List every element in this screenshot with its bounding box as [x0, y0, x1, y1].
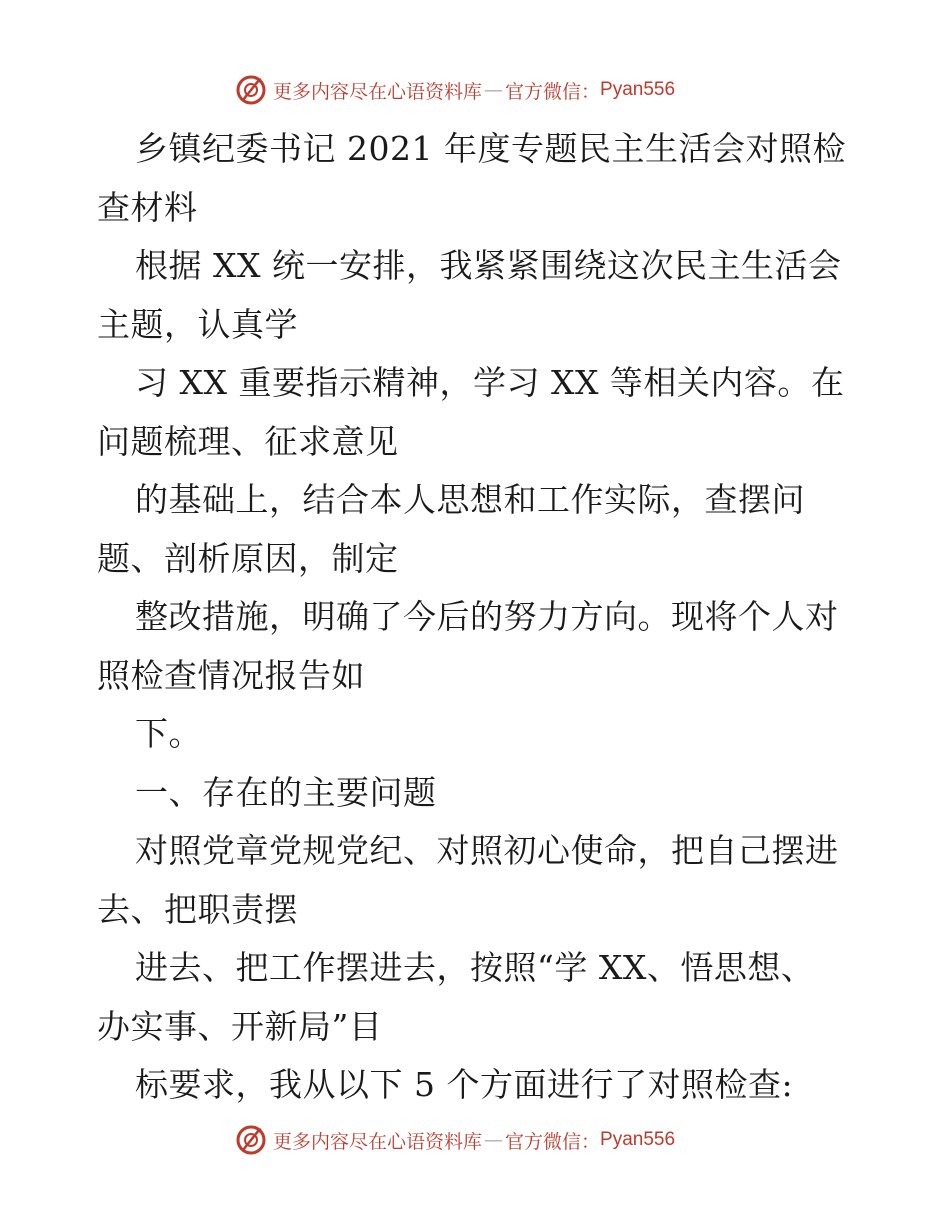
text-line: 查材料 [97, 187, 198, 227]
text-line: 下。 [135, 714, 202, 753]
seal-logo-icon [235, 1124, 267, 1156]
text-line: 照检查情况报告如 [97, 655, 365, 695]
document-body [97, 120, 857, 1115]
text-line: 乡镇纪委书记 2021 年度专题民主生活会对照检 [135, 129, 846, 168]
watermark-account: Pyan556 [600, 79, 676, 100]
seal-logo-icon [235, 74, 267, 106]
text-line: 根据 XX 统一安排，我紧紧围绕这次民主生活会 [135, 246, 842, 285]
watermark-separator: — [484, 79, 504, 101]
text-line: 标要求，我从以下 5 个方面进行了对照检查: [135, 1065, 794, 1104]
watermark-text: 更多内容尽在心语资料库 [273, 1130, 483, 1153]
text-line: 一、存在的主要问题 [135, 772, 437, 812]
text-line: 办实事、开新局”目 [97, 1006, 383, 1046]
text-line: 问题梳理、征求意见 [97, 421, 399, 461]
watermark-separator: — [484, 1129, 504, 1151]
text-line: 去、把职责摆 [97, 889, 298, 929]
text-line: 主题，认真学 [97, 304, 298, 344]
text-line: 整改措施，明确了今后的努力方向。现将个人对 [135, 597, 839, 636]
header-watermark [235, 72, 675, 108]
watermark-suffix: 官方微信： [505, 1130, 601, 1153]
text-line: 对照党章党规党纪、对照初心使命，把自己摆进 [135, 831, 839, 870]
text-line: 题、剖析原因，制定 [97, 538, 399, 578]
watermark-suffix: 官方微信： [505, 80, 601, 103]
text-line: 习 XX 重要指示精神，学习 XX 等相关内容。在 [135, 363, 845, 402]
watermark-account: Pyan556 [600, 1129, 676, 1150]
footer-watermark [235, 1122, 675, 1158]
watermark-text: 更多内容尽在心语资料库 [273, 80, 483, 103]
text-line: 进去、把工作摆进去，按照“学 XX、悟思想、 [135, 948, 815, 987]
text-line: 的基础上，结合本人思想和工作实际，查摆问 [135, 480, 805, 519]
